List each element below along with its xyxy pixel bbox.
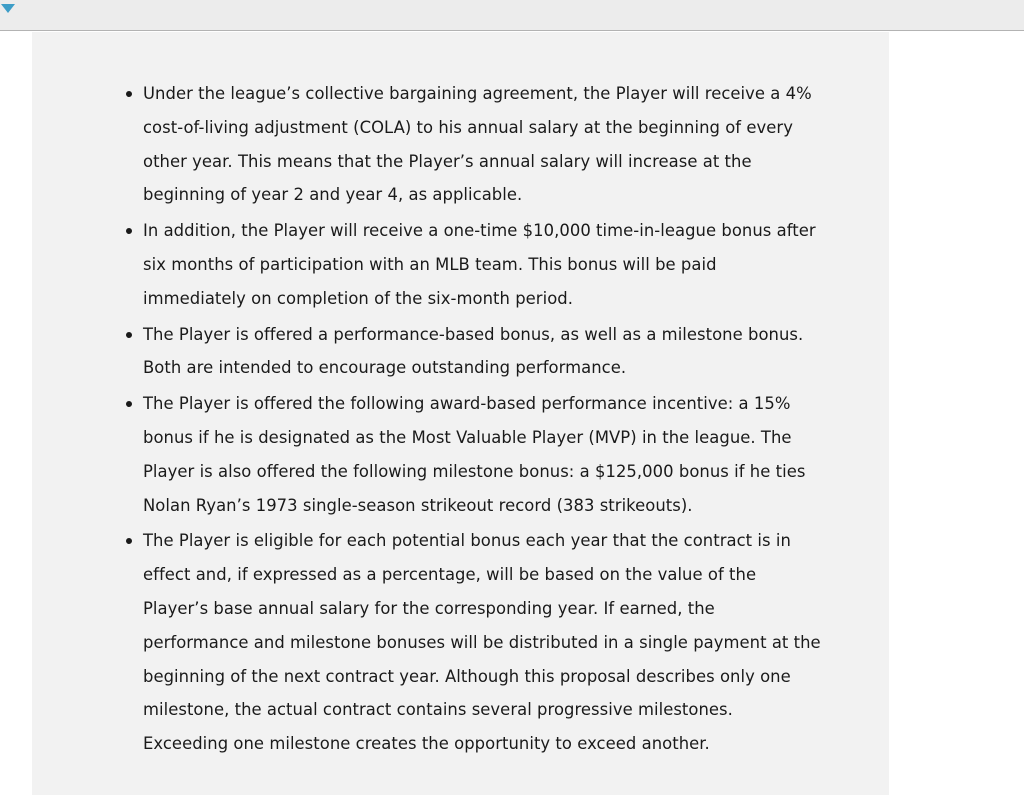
list-item: The Player is eligible for each potential bonus each year that the contract is in effect and, if expressed as a percentage, will be based on the value of the Player’s base annual salary for the corresponding year. If earned, the performance and milestone bonuses will be distributed in a single payment at the beginning of the next contract year. Although this proposal describes only one milestone, the actual contract contains several progressive milestones. Exceeding one milestone creates the opportunity to exceed another. bbox=[143, 524, 823, 761]
list-item: Under the league’s collective bargaining agreement, the Player will receive a 4% cost-of-living adjustment (COLA) to his annual salary at the beginning of every other year. This means that the Player’s annual salary will increase at the beginning of year 2 and year 4, as applicable. bbox=[143, 77, 823, 212]
list-item: In addition, the Player will receive a one-time $10,000 time-in-league bonus after six months of participation with an MLB team. This bonus will be paid immediately on completion of the six-month period. bbox=[143, 214, 823, 315]
list-item: The Player is offered the following award-based performance incentive: a 15% bonus if he is designated as the Most Valuable Player (MVP) in the league. The Player is also offered the following milestone bonus: a $125,000 bonus if he ties Nolan Ryan’s 1973 single-season strikeout record (383 strikeouts). bbox=[143, 387, 823, 522]
content-panel bbox=[32, 32, 889, 795]
list-item: The Player is offered a performance-based bonus, as well as a milestone bonus. Both are intended to encourage outstanding performance. bbox=[143, 318, 823, 386]
collapse-triangle-icon[interactable] bbox=[1, 4, 15, 13]
bullet-list bbox=[32, 77, 823, 763]
top-bar bbox=[0, 0, 1024, 31]
